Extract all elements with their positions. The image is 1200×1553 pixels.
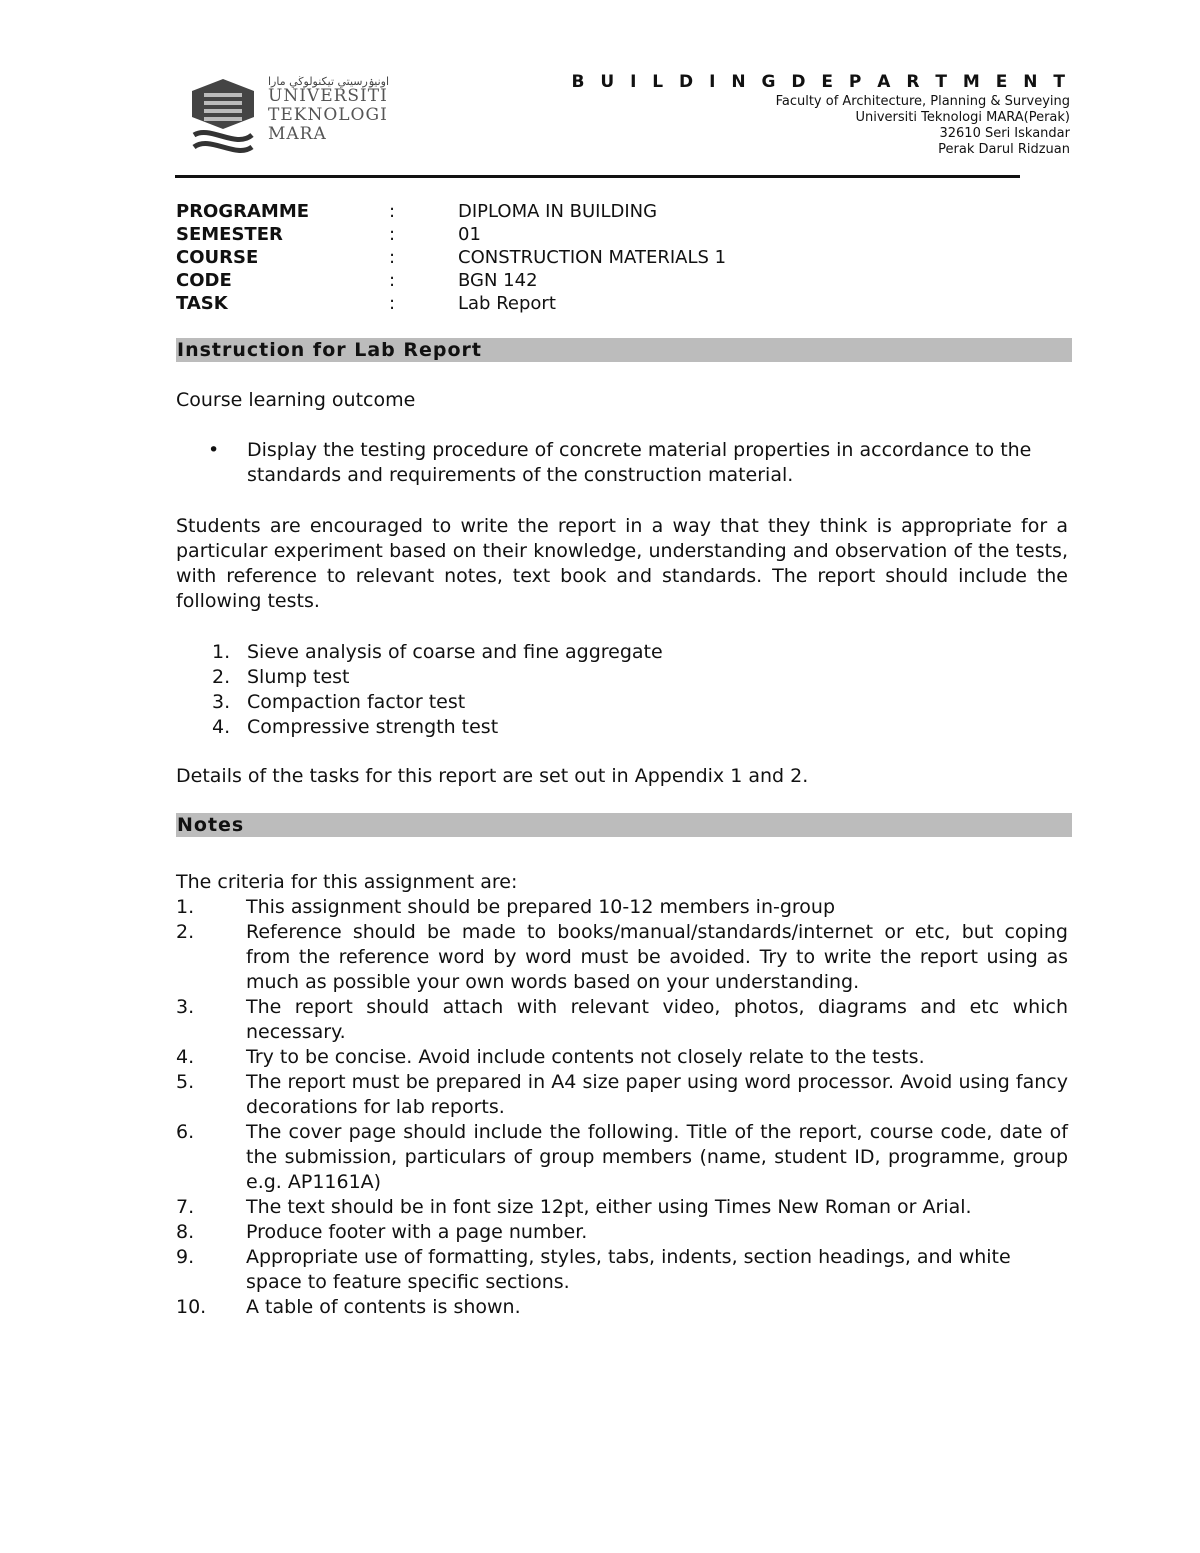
list-item [176, 640, 1068, 665]
list-number: 9. [176, 1246, 195, 1268]
list-item [176, 920, 1068, 995]
info-colon: : [389, 247, 396, 268]
list-text: Slump test [247, 666, 350, 688]
list-number: 6. [176, 1121, 195, 1143]
info-row-code [176, 269, 726, 292]
clo-bullet-text: Display the testing procedure of concrete material properties in accordance to the standards and requirements of the construction material. [247, 439, 1032, 486]
postcode-line: 32610 Seri Iskandar [939, 126, 1070, 141]
info-value: Lab Report [458, 293, 556, 314]
list-item [176, 1295, 1068, 1320]
list-text: Produce footer with a page number. [246, 1221, 588, 1243]
list-item [176, 1245, 1068, 1295]
list-item [176, 1195, 1068, 1220]
list-text: Compaction factor test [247, 691, 466, 713]
info-label: PROGRAMME [176, 201, 310, 222]
list-number: 10. [176, 1296, 207, 1318]
info-colon: : [389, 224, 396, 245]
list-item [176, 690, 1068, 715]
info-row-task [176, 292, 726, 315]
list-text: The report should attach with relevant video, photos, diagrams and etc which necessary. [246, 996, 1068, 1043]
list-number: 3. [212, 691, 231, 713]
list-item [176, 1120, 1068, 1195]
department-header [571, 72, 1070, 158]
list-item [176, 1220, 1068, 1245]
header-divider [175, 175, 1020, 178]
university-line: Universiti Teknologi MARA(Perak) [855, 110, 1070, 125]
list-number: 1. [212, 641, 231, 663]
logo-line-2: TEKNOLOGI [268, 105, 388, 125]
list-text: Sieve analysis of coarse and fine aggregate [247, 641, 663, 663]
logo-wordmark [268, 87, 388, 144]
list-item [176, 665, 1068, 690]
university-logo [190, 75, 390, 155]
logo-line-1: UNIVERSITI [268, 86, 388, 106]
info-colon: : [389, 270, 396, 291]
clo-bullet [176, 438, 1068, 488]
list-text: The report must be prepared in A4 size paper using word processor. Avoid using fancy decorations for lab reports. [246, 1071, 1068, 1118]
list-number: 7. [176, 1196, 195, 1218]
instruction-heading: Instruction for Lab Report [176, 338, 1072, 362]
bullet-icon: • [208, 439, 220, 461]
info-row-programme [176, 200, 726, 223]
list-item [176, 715, 1068, 740]
details-text: Details of the tasks for this report are set out in Appendix 1 and 2. [176, 765, 809, 787]
info-label: TASK [176, 293, 228, 314]
list-text: Try to be concise. Avoid include contents not closely relate to the tests. [246, 1046, 925, 1068]
info-label: CODE [176, 270, 232, 291]
info-value: DIPLOMA IN BUILDING [458, 201, 658, 222]
list-item [176, 1070, 1068, 1120]
info-row-course [176, 246, 726, 269]
list-number: 2. [176, 921, 195, 943]
list-item [176, 995, 1068, 1045]
uitm-emblem-icon [190, 77, 256, 155]
state-line: Perak Darul Ridzuan [938, 142, 1070, 157]
list-text: Compressive strength test [247, 716, 499, 738]
list-text: This assignment should be prepared 10-12 members in-group [246, 896, 836, 918]
list-item [176, 1045, 1068, 1070]
info-colon: : [389, 293, 396, 314]
course-info [176, 200, 726, 315]
list-item [176, 895, 1068, 920]
info-value: BGN 142 [458, 270, 538, 291]
logo-line-3: MARA [268, 124, 327, 144]
list-number: 4. [212, 716, 231, 738]
list-number: 5. [176, 1071, 195, 1093]
clo-heading: Course learning outcome [176, 389, 416, 411]
tests-list [176, 640, 1068, 740]
list-text: Reference should be made to books/manual/standards/internet or etc, but coping from the reference word by word must be avoided. Try to write the report using as much as possible your own words based on your understanding. [246, 921, 1068, 993]
list-text: Appropriate use of formatting, styles, tabs, indents, section headings, and white space to feature specific sections. [246, 1246, 1011, 1293]
list-number: 1. [176, 896, 195, 918]
criteria-list [176, 895, 1068, 1320]
info-row-semester [176, 223, 726, 246]
list-text: The cover page should include the following. Title of the report, course code, date of the submission, particulars of group members (name, student ID, programme, group e.g. AP1161A) [246, 1121, 1068, 1193]
list-number: 3. [176, 996, 195, 1018]
logo-jawi-text: اونيۏرسيتي تيكنولوڬي مارا [268, 75, 390, 88]
info-label: COURSE [176, 247, 259, 268]
notes-heading: Notes [176, 813, 1072, 837]
list-text: A table of contents is shown. [246, 1296, 521, 1318]
info-colon: : [389, 201, 396, 222]
list-number: 2. [212, 666, 231, 688]
info-value: 01 [458, 224, 481, 245]
instruction-paragraph: Students are encouraged to write the report in a way that they think is appropriate for a particular experiment based on their knowledge, understanding and observation of the tests, with reference to relevant notes, text book and standards. The report should include the following tests. [176, 515, 1068, 612]
list-number: 8. [176, 1221, 195, 1243]
criteria-intro: The criteria for this assignment are: [176, 871, 518, 893]
list-number: 4. [176, 1046, 195, 1068]
info-value: CONSTRUCTION MATERIALS 1 [458, 247, 727, 268]
department-title: B U I L D I N G D E P A R T M E N T [571, 72, 1070, 92]
info-label: SEMESTER [176, 224, 283, 245]
faculty-line: Faculty of Architecture, Planning & Surveying [775, 94, 1070, 109]
list-text: The text should be in font size 12pt, either using Times New Roman or Arial. [246, 1196, 972, 1218]
